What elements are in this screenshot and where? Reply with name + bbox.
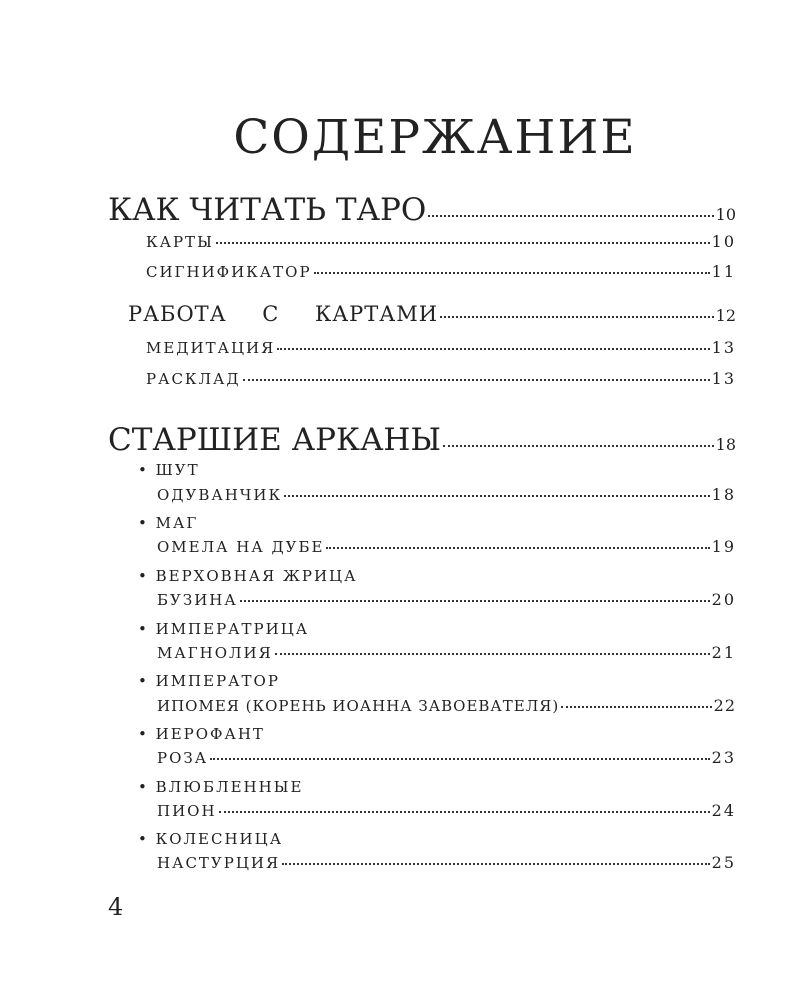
- dot-leader: [240, 600, 710, 602]
- dot-leader: [277, 348, 709, 350]
- toc-section-heading[interactable]: [108, 192, 736, 228]
- toc-entry[interactable]: [157, 537, 736, 556]
- toc-entry[interactable]: [146, 369, 736, 388]
- toc-section-heading[interactable]: [128, 302, 736, 326]
- arcana-name: • ВЛЮБЛЕННЫЕ: [138, 778, 304, 796]
- entry-title: ОМЕЛА НА ДУБЕ: [157, 538, 325, 556]
- entry-title: ИПОМЕЯ (КОРЕНЬ ИОАННА ЗАВОЕВАТЕЛЯ): [157, 697, 560, 715]
- dot-leader: [314, 272, 710, 274]
- arcana-name: • ВЕРХОВНАЯ ЖРИЦА: [138, 567, 358, 585]
- entry-title: ОДУВАНЧИК: [157, 486, 283, 504]
- toc-entry[interactable]: [146, 338, 736, 357]
- page-ref: 22: [713, 696, 736, 715]
- dot-leader: [440, 316, 714, 318]
- dot-leader: [561, 706, 711, 708]
- dot-leader: [284, 495, 710, 497]
- dot-leader: [443, 445, 714, 447]
- entry-title: МАГНОЛИЯ: [157, 644, 273, 662]
- arcana-name: • ИМПЕРАТОР: [138, 672, 280, 690]
- page-title: СОДЕРЖАНИЕ: [233, 110, 637, 165]
- entry-title: РАСКЛАД: [146, 370, 241, 388]
- page-ref: 24: [711, 801, 736, 820]
- arcana-name: • МАГ: [138, 514, 199, 532]
- entry-title: НАСТУРЦИЯ: [157, 854, 281, 872]
- page-ref: 20: [711, 590, 736, 609]
- section-title: СТАРШИЕ АРКАНЫ: [108, 422, 441, 458]
- toc-entry[interactable]: [157, 590, 736, 609]
- dot-leader: [219, 811, 710, 813]
- page-ref: 25: [711, 853, 736, 872]
- page-ref: 12: [715, 306, 736, 325]
- page-ref: 18: [711, 485, 736, 504]
- dot-leader: [210, 758, 710, 760]
- page-ref: 13: [711, 369, 736, 388]
- dot-leader: [282, 863, 710, 865]
- dot-leader: [428, 215, 713, 217]
- page-ref: 18: [715, 435, 736, 454]
- entry-title: ПИОН: [157, 802, 217, 820]
- toc-entry[interactable]: [157, 643, 736, 662]
- toc-section-heading[interactable]: [108, 422, 736, 458]
- page-ref: 13: [711, 338, 736, 357]
- toc-entry[interactable]: [146, 262, 736, 281]
- toc-entry[interactable]: [157, 748, 736, 767]
- toc-entry[interactable]: [157, 485, 736, 504]
- entry-title: БУЗИНА: [157, 591, 238, 609]
- page-ref: 19: [711, 537, 736, 556]
- toc-entry[interactable]: [157, 853, 736, 872]
- dot-leader: [243, 379, 710, 381]
- toc-entry[interactable]: [157, 696, 736, 715]
- page-ref: 11: [711, 262, 736, 281]
- dot-leader: [326, 547, 709, 549]
- page-ref: 21: [711, 643, 736, 662]
- page-ref: 23: [711, 748, 736, 767]
- dot-leader: [216, 242, 710, 244]
- arcana-name: • КОЛЕСНИЦА: [138, 830, 284, 848]
- arcana-name: • ИЕРОФАНТ: [138, 725, 265, 743]
- entry-title: КАРТЫ: [146, 233, 214, 251]
- entry-title: МЕДИТАЦИЯ: [146, 339, 276, 357]
- page-ref: 10: [715, 205, 736, 224]
- arcana-name: • ШУТ: [138, 461, 200, 479]
- toc-entry[interactable]: [146, 232, 736, 251]
- section-title: РАБОТА С КАРТАМИ: [128, 302, 439, 326]
- page-ref: 10: [711, 232, 736, 251]
- dot-leader: [275, 653, 710, 655]
- entry-title: СИГНИФИКАТОР: [146, 263, 312, 281]
- entry-title: РОЗА: [157, 749, 209, 767]
- section-title: КАК ЧИТАТЬ ТАРО: [108, 192, 427, 228]
- toc-entry[interactable]: [157, 801, 736, 820]
- page-number: 4: [108, 893, 124, 921]
- arcana-name: • ИМПЕРАТРИЦА: [138, 620, 310, 638]
